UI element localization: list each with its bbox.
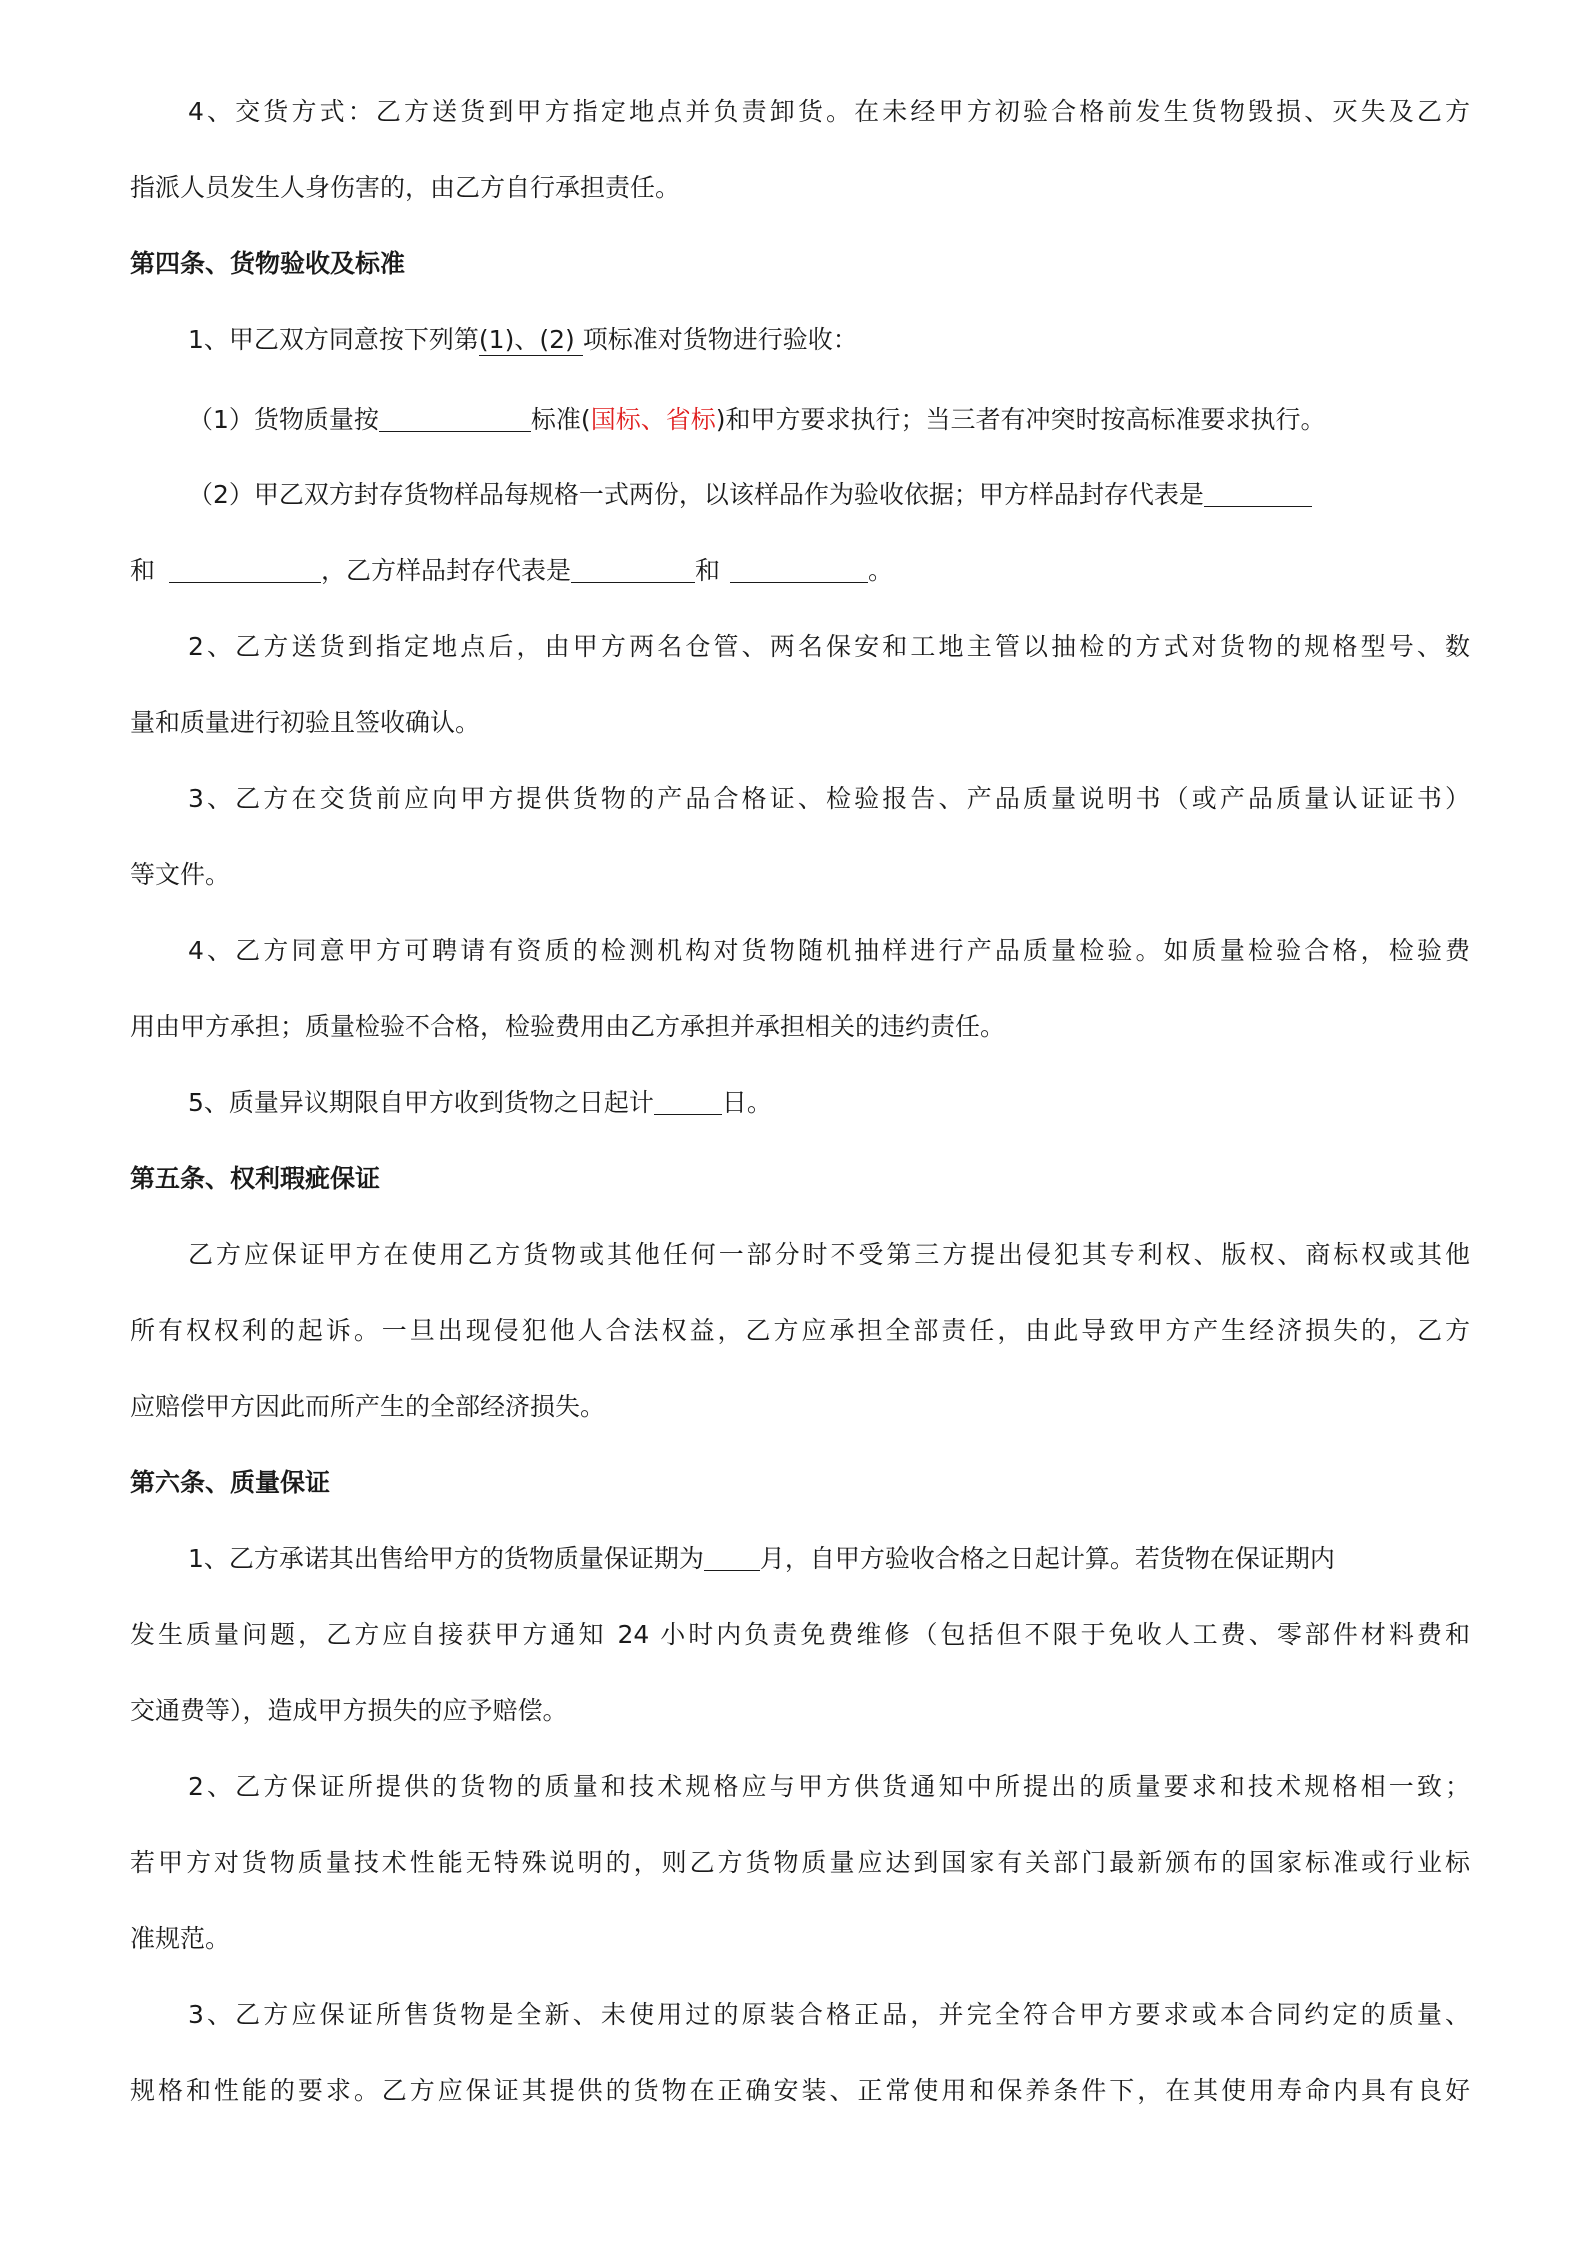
- inspection-item-2-line-2: 量和质量进行初验且签收确认。: [130, 708, 481, 737]
- party-b-rep-1-blank: [571, 554, 695, 583]
- inspection-item-4-line-1: 4、乙方同意甲方可聘请有资质的检测机构对货物随机抽样进行产品质量检验。如质量检验合格，检验费: [188, 936, 1470, 965]
- and-text-1: 和: [130, 556, 156, 585]
- party-a-rep-2-blank: [169, 554, 321, 583]
- acceptance-item-1-suffix: 项标准对货物进行验收：: [582, 325, 858, 354]
- warranty-item-2-line-1: 2、乙方保证所提供的货物的质量和技术规格应与甲方供货通知中所提出的质量要求和技术规格相一致；: [188, 1772, 1470, 1801]
- acceptance-standard-items: (1)、(2): [478, 325, 583, 354]
- inspection-item-3-line-1: 3、乙方在交货前应向甲方提供货物的产品合格证、检验报告、产品质量说明书（或产品质量认证证书）: [188, 784, 1470, 813]
- section-5-heading: 第五条、权利瑕疵保证: [130, 1164, 381, 1193]
- and-text-2: 和: [695, 556, 721, 585]
- warranty-item-2-line-2: 若甲方对货物质量技术性能无特殊说明的，则乙方货物质量应达到国家有关部门最新颁布的国家标准或行业标: [130, 1848, 1470, 1877]
- objection-period-prefix: 5、质量异议期限自甲方收到货物之日起计: [188, 1088, 654, 1117]
- title-warranty-line-2: 所有权权利的起诉。一旦出现侵犯他人合法权益，乙方应承担全部责任，由此导致甲方产生经济损失的，乙方: [130, 1316, 1470, 1345]
- warranty-period-suffix: 月，自甲方验收合格之日起计算。若货物在保证期内: [759, 1544, 1335, 1573]
- warranty-item-1-line-2: 发生质量问题，乙方应自接获甲方通知 24 小时内负责免费维修（包括但不限于免收人工费、零部件材料费和: [130, 1620, 1470, 1649]
- objection-days-blank: [654, 1086, 722, 1115]
- objection-period-suffix: 日。: [721, 1088, 772, 1117]
- quality-standard-clause: [188, 400, 1470, 440]
- quality-standard-mid: 标准(: [530, 405, 591, 434]
- delivery-method-line-2: 指派人员发生人身伤害的，由乙方自行承担责任。: [130, 173, 681, 202]
- party-b-rep-2-blank: [730, 554, 868, 583]
- sample-sealing-clause-line-2: [130, 551, 1470, 591]
- title-warranty-line-3: 应赔偿甲方因此而所产生的全部经济损失。: [130, 1392, 606, 1421]
- party-a-rep-1-blank: [1204, 478, 1312, 507]
- inspection-item-4-line-2: 用由甲方承担；质量检验不合格，检验费用由乙方承担并承担相关的违约责任。: [130, 1012, 1006, 1041]
- quality-standard-suffix: )和甲方要求执行；当三者有冲突时按高标准要求执行。: [715, 405, 1326, 434]
- inspection-item-2-line-1: 2、乙方送货到指定地点后，由甲方两名仓管、两名保安和工地主管以抽检的方式对货物的规格型号、数: [188, 632, 1470, 661]
- quality-standard-prefix: （1）货物质量按: [188, 405, 379, 434]
- warranty-item-1-line-1: [188, 1539, 1470, 1579]
- acceptance-item-1: [188, 320, 1470, 360]
- delivery-method-line-1: 4、交货方式：乙方送货到甲方指定地点并负责卸货。在未经甲方初验合格前发生货物毁损、灭失及乙方: [188, 97, 1470, 126]
- objection-period-clause: [188, 1083, 1470, 1123]
- acceptance-item-1-prefix: 1、甲乙双方同意按下列第: [188, 325, 479, 354]
- warranty-item-2-line-3: 准规范。: [130, 1924, 231, 1953]
- section-6-heading: 第六条、质量保证: [130, 1468, 331, 1497]
- warranty-item-3-line-1: 3、乙方应保证所售货物是全新、未使用过的原装合格正品，并完全符合甲方要求或本合同约定的质量、: [188, 2000, 1470, 2029]
- quality-standard-highlight: 国标、省标: [590, 405, 716, 434]
- party-b-rep-label: ，乙方样品封存代表是: [321, 556, 572, 585]
- inspection-item-3-line-2: 等文件。: [130, 860, 231, 889]
- warranty-item-1-line-3: 交通费等），造成甲方损失的应予赔偿。: [130, 1696, 568, 1725]
- sample-sealing-text: （2）甲乙双方封存货物样品每规格一式两份，以该样品作为验收依据；甲方样品封存代表是: [188, 480, 1204, 509]
- title-warranty-line-1: 乙方应保证甲方在使用乙方货物或其他任何一部分时不受第三方提出侵犯其专利权、版权、商标权或其他: [188, 1240, 1470, 1269]
- warranty-item-3-line-2: 规格和性能的要求。乙方应保证其提供的货物在正确安装、正常使用和保养条件下，在其使用寿命内具有良好: [130, 2076, 1470, 2105]
- sample-sealing-clause-line-1: [188, 475, 1470, 515]
- section-4-heading: 第四条、货物验收及标准: [130, 249, 406, 278]
- warranty-months-blank: [704, 1542, 760, 1571]
- quality-standard-blank: [379, 403, 531, 432]
- sentence-end: 。: [868, 556, 894, 585]
- warranty-period-prefix: 1、乙方承诺其出售给甲方的货物质量保证期为: [188, 1544, 704, 1573]
